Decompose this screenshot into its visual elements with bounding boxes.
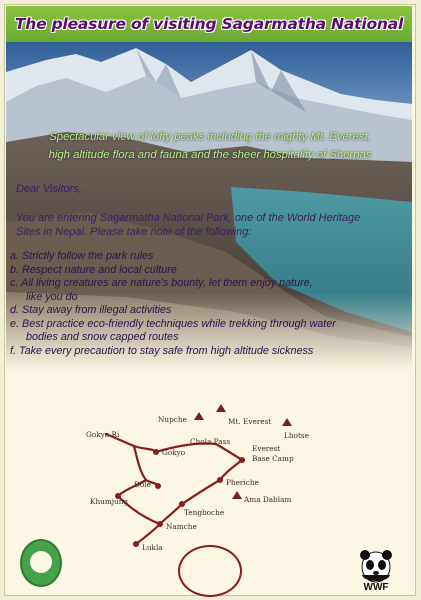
rule-item bbox=[10, 277, 408, 304]
wwf-label: WWF bbox=[363, 582, 389, 593]
place-ama-dablam: Ama Dablam bbox=[244, 495, 292, 504]
place-gokyo: Gokyo bbox=[162, 448, 186, 457]
place-gokyo-ri: Gokyo Ri bbox=[86, 430, 120, 439]
nupche-peak-icon bbox=[194, 412, 204, 420]
photo-caption bbox=[16, 128, 404, 164]
caption-line-2: high altitude flora and fauna and the sheer hospitality of Sherpas bbox=[48, 149, 372, 161]
place-dole: Dole bbox=[134, 480, 151, 489]
route-ebc-pheriche bbox=[220, 460, 242, 480]
rule-item bbox=[10, 318, 408, 345]
rule-item bbox=[10, 250, 408, 264]
place-mt-everest: Mt. Everest bbox=[228, 417, 272, 426]
greeting: Dear Visitors, bbox=[16, 183, 82, 195]
route-namche-lukla bbox=[136, 524, 160, 544]
caption-line-1: Spectacular view of lofty peaks including the mighty Mt. Everest, bbox=[49, 131, 371, 143]
park-emblem-center bbox=[30, 551, 52, 573]
rule-line: b. Respect nature and local culture bbox=[10, 263, 177, 276]
intro-text bbox=[16, 211, 408, 239]
place-lhotse: Lhotse bbox=[284, 431, 309, 440]
ama-dablam-peak-icon bbox=[232, 491, 242, 499]
place-tengboche: Tengboche bbox=[184, 508, 225, 517]
intro-line-2: Sites in Nepal. Please take note of the following: bbox=[16, 226, 252, 238]
rules-list bbox=[10, 250, 408, 358]
stop-pheriche bbox=[217, 477, 223, 483]
rule-line-continued: like you do bbox=[26, 290, 78, 303]
rule-line-continued: bodies and snow capped routes bbox=[26, 331, 179, 343]
place-khumjung: Khumjung bbox=[90, 497, 129, 506]
rule-item bbox=[10, 304, 408, 318]
intro-line-1: You are entering Sagarmatha National Park, one of the World Heritage bbox=[16, 212, 361, 224]
government-seal-logo bbox=[178, 545, 242, 597]
mountain-photo bbox=[6, 42, 412, 372]
title-bar bbox=[6, 6, 412, 44]
lhotse-peak-icon bbox=[282, 418, 292, 426]
place-chola-pass: Chola Pass bbox=[190, 437, 231, 446]
rule-line: a. Strictly follow the park rules bbox=[10, 250, 154, 262]
park-emblem-logo bbox=[20, 539, 62, 587]
rule-line: d. Stay away from illegal activities bbox=[10, 304, 172, 316]
everest-peak-icon bbox=[216, 404, 226, 412]
place-nupche: Nupche bbox=[158, 415, 187, 424]
stop-ebc bbox=[239, 457, 245, 463]
route-chola-ebc bbox=[216, 444, 242, 460]
rule-line: f. Take every precaution to stay safe from high altitude sickness bbox=[10, 344, 314, 357]
photo-text-layer bbox=[6, 42, 412, 372]
stop-tengboche bbox=[179, 501, 185, 507]
rule-item bbox=[10, 345, 408, 359]
place-lukla: Lukla bbox=[142, 543, 163, 552]
place-everest: Everest bbox=[252, 444, 281, 453]
place-namche: Namche bbox=[166, 522, 197, 531]
place-base-camp: Base Camp bbox=[252, 454, 294, 463]
stop-namche bbox=[157, 521, 163, 527]
rule-line: c. All living creatures are nature's bounty, let them enjoy nature, bbox=[10, 277, 313, 289]
stop-lukla bbox=[133, 541, 139, 547]
route-pheriche-tengboche bbox=[182, 480, 220, 504]
place-pheriche: Pheriche bbox=[226, 478, 259, 487]
page-title: The pleasure of visiting Sagarmatha National bbox=[14, 15, 404, 33]
route-tengboche-namche bbox=[160, 504, 182, 524]
rule-line: e. Best practice eco-friendly techniques while trekking through water bbox=[10, 317, 336, 330]
rule-item bbox=[10, 264, 408, 278]
stop-gokyo bbox=[153, 449, 159, 455]
stop-dole bbox=[155, 483, 161, 489]
